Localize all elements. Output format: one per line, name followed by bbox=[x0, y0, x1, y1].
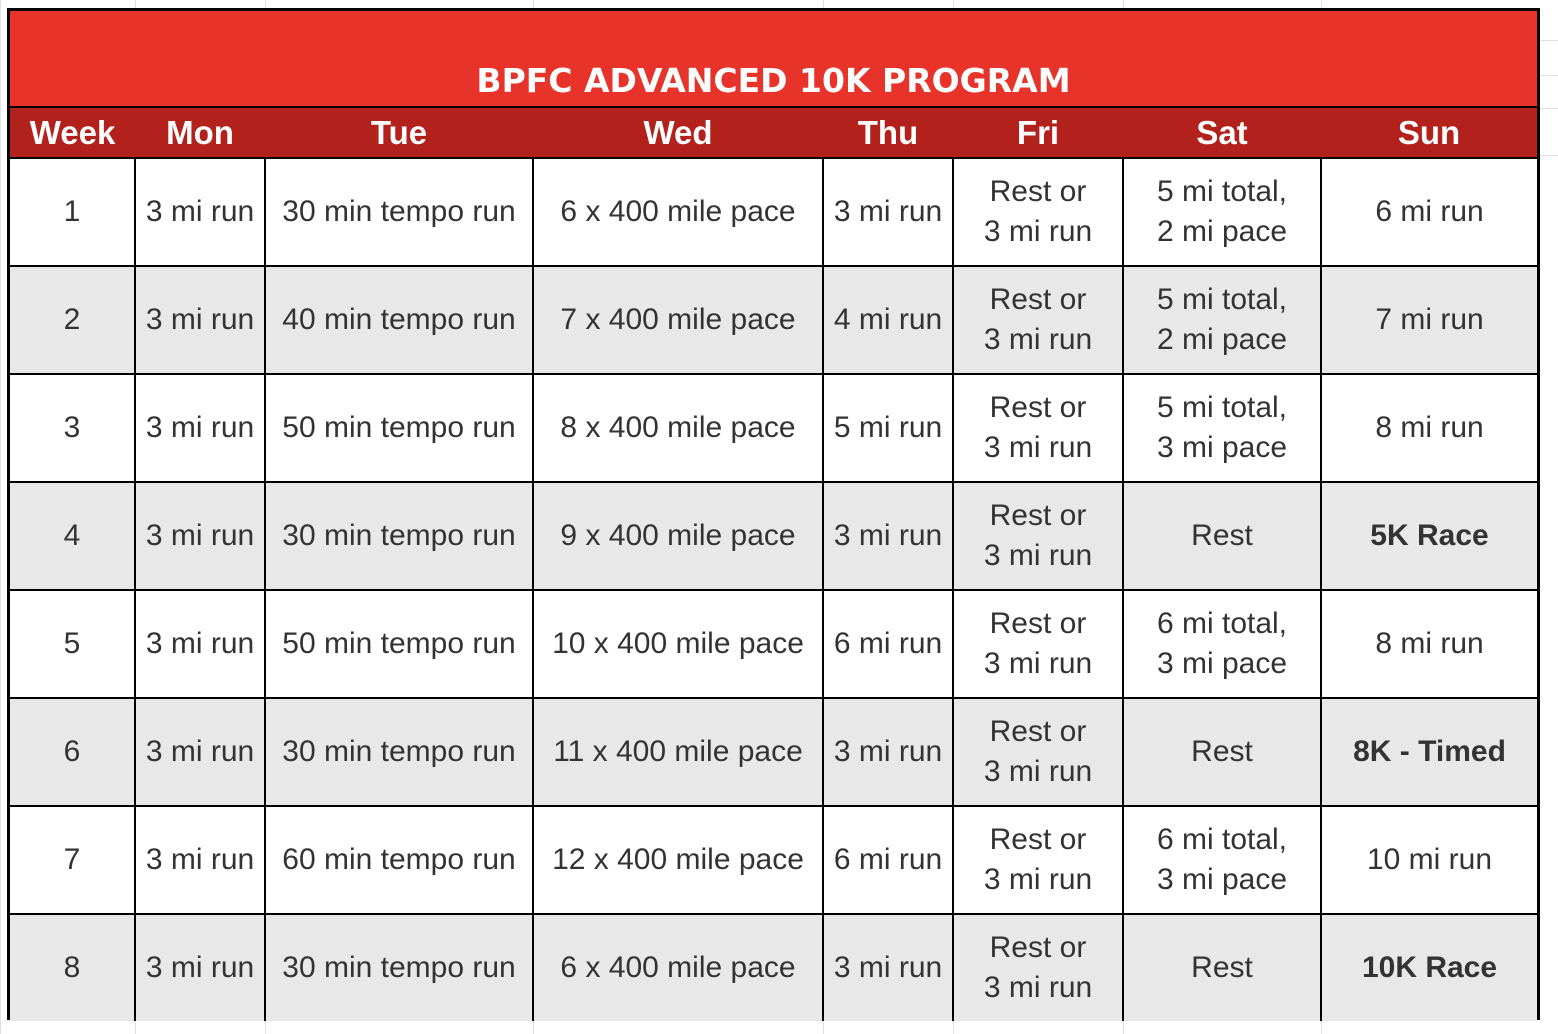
cell-mon[interactable] bbox=[135, 590, 265, 698]
cell-text-line: 3 mi run bbox=[983, 215, 1093, 248]
cell-text-line: 6 mi total, bbox=[1156, 607, 1288, 640]
cell-sun[interactable] bbox=[1321, 266, 1537, 374]
cell-thu[interactable] bbox=[823, 374, 953, 482]
cell-thu[interactable] bbox=[823, 806, 953, 914]
cell-text: 3 mi run bbox=[833, 735, 943, 768]
cell-fri[interactable] bbox=[953, 374, 1123, 482]
cell-text: 11 x 400 mile pace bbox=[553, 735, 803, 768]
cell-fri[interactable] bbox=[953, 266, 1123, 374]
header-mon[interactable]: Mon bbox=[135, 108, 265, 158]
cell-thu[interactable] bbox=[823, 266, 953, 374]
cell-text: 6 x 400 mile pace bbox=[560, 195, 796, 228]
cell-sat[interactable] bbox=[1123, 374, 1321, 482]
cell-wed[interactable] bbox=[533, 806, 823, 914]
table-row bbox=[10, 914, 1537, 1021]
cell-tue[interactable] bbox=[265, 374, 533, 482]
cell-tue[interactable] bbox=[265, 806, 533, 914]
cell-text: 5K Race bbox=[1370, 519, 1489, 552]
cell-week[interactable] bbox=[10, 158, 135, 266]
table-row bbox=[10, 158, 1537, 266]
cell-text-line: Rest or bbox=[989, 175, 1087, 208]
cell-sun[interactable] bbox=[1321, 914, 1537, 1021]
cell-tue[interactable] bbox=[265, 698, 533, 806]
cell-fri[interactable] bbox=[953, 482, 1123, 590]
cell-sat[interactable] bbox=[1123, 914, 1321, 1021]
cell-text: 30 min tempo run bbox=[282, 519, 516, 552]
cell-text: 6 x 400 mile pace bbox=[560, 951, 796, 984]
cell-text: 7 bbox=[63, 843, 81, 876]
cell-text: 6 mi run bbox=[833, 627, 943, 660]
cell-text-line: 2 mi pace bbox=[1156, 323, 1288, 356]
cell-text: 5 bbox=[63, 627, 81, 660]
grid-row-line bbox=[1540, 75, 1558, 76]
cell-text: 3 mi run bbox=[145, 627, 255, 660]
cell-mon[interactable] bbox=[135, 374, 265, 482]
cell-tue[interactable] bbox=[265, 482, 533, 590]
table-row bbox=[10, 374, 1537, 482]
cell-text-line: 5 mi total, bbox=[1156, 283, 1288, 316]
cell-text: 30 min tempo run bbox=[282, 195, 516, 228]
header-sat[interactable]: Sat bbox=[1123, 108, 1321, 158]
cell-week[interactable] bbox=[10, 482, 135, 590]
cell-wed[interactable] bbox=[533, 914, 823, 1021]
cell-text-line: Rest bbox=[1191, 951, 1253, 984]
cell-text-line: 3 mi run bbox=[983, 647, 1093, 680]
cell-text: 10 mi run bbox=[1366, 843, 1493, 876]
cell-sat[interactable] bbox=[1123, 590, 1321, 698]
cell-text: 3 bbox=[63, 411, 81, 444]
cell-mon[interactable] bbox=[135, 806, 265, 914]
header-wed[interactable]: Wed bbox=[533, 108, 823, 158]
cell-sun[interactable] bbox=[1321, 482, 1537, 590]
cell-text: 3 mi run bbox=[145, 195, 255, 228]
cell-thu[interactable] bbox=[823, 590, 953, 698]
cell-text: 8 mi run bbox=[1375, 411, 1484, 444]
cell-wed[interactable] bbox=[533, 158, 823, 266]
cell-text: 3 mi run bbox=[145, 735, 255, 768]
header-row bbox=[10, 108, 1537, 158]
cell-text: 50 min tempo run bbox=[282, 627, 516, 660]
cell-text: 6 mi run bbox=[833, 843, 943, 876]
cell-wed[interactable] bbox=[533, 374, 823, 482]
table-row bbox=[10, 806, 1537, 914]
cell-text: 3 mi run bbox=[833, 951, 943, 984]
cell-thu[interactable] bbox=[823, 158, 953, 266]
schedule-table bbox=[10, 108, 1537, 1021]
cell-sun[interactable] bbox=[1321, 158, 1537, 266]
cell-text: 8 mi run bbox=[1375, 627, 1484, 660]
cell-sun[interactable] bbox=[1321, 374, 1537, 482]
cell-fri[interactable] bbox=[953, 158, 1123, 266]
cell-text: 10K Race bbox=[1361, 951, 1498, 984]
cell-week[interactable] bbox=[10, 806, 135, 914]
cell-text-line: Rest or bbox=[989, 607, 1087, 640]
cell-thu[interactable] bbox=[823, 482, 953, 590]
cell-text-line: 5 mi total, bbox=[1156, 175, 1288, 208]
cell-mon[interactable] bbox=[135, 266, 265, 374]
cell-week[interactable] bbox=[10, 374, 135, 482]
cell-wed[interactable] bbox=[533, 482, 823, 590]
program-title: BPFC ADVANCED 10K PROGRAM bbox=[476, 61, 1071, 100]
title-bar[interactable] bbox=[10, 11, 1537, 108]
cell-mon[interactable] bbox=[135, 158, 265, 266]
cell-tue[interactable] bbox=[265, 590, 533, 698]
cell-wed[interactable] bbox=[533, 698, 823, 806]
table-row bbox=[10, 266, 1537, 374]
header-sun[interactable]: Sun bbox=[1321, 108, 1537, 158]
cell-text: 4 bbox=[63, 519, 81, 552]
cell-sat[interactable] bbox=[1123, 158, 1321, 266]
cell-text: 50 min tempo run bbox=[282, 411, 516, 444]
cell-text: 30 min tempo run bbox=[282, 735, 516, 768]
cell-sat[interactable] bbox=[1123, 482, 1321, 590]
cell-sat[interactable] bbox=[1123, 698, 1321, 806]
cell-fri[interactable] bbox=[953, 806, 1123, 914]
cell-text: 3 mi run bbox=[145, 303, 255, 336]
cell-text-line: 2 mi pace bbox=[1156, 215, 1288, 248]
table-row bbox=[10, 590, 1537, 698]
cell-thu[interactable] bbox=[823, 698, 953, 806]
cell-text-line: 3 mi pace bbox=[1156, 863, 1288, 896]
cell-mon[interactable] bbox=[135, 482, 265, 590]
cell-text: 3 mi run bbox=[145, 411, 255, 444]
cell-text-line: Rest or bbox=[989, 931, 1087, 964]
header-fri[interactable]: Fri bbox=[953, 108, 1123, 158]
cell-text-line: Rest or bbox=[989, 715, 1087, 748]
cell-sun[interactable] bbox=[1321, 590, 1537, 698]
cell-text-line: 3 mi run bbox=[983, 863, 1093, 896]
cell-text: 3 mi run bbox=[145, 519, 255, 552]
cell-text: 4 mi run bbox=[833, 303, 943, 336]
cell-text: 10 x 400 mile pace bbox=[552, 627, 804, 660]
header-week[interactable]: Week bbox=[10, 108, 135, 158]
cell-text: 60 min tempo run bbox=[282, 843, 516, 876]
cell-text: 7 x 400 mile pace bbox=[560, 303, 796, 336]
cell-fri[interactable] bbox=[953, 914, 1123, 1021]
grid-row-line bbox=[1540, 108, 1558, 109]
cell-text-line: Rest or bbox=[989, 283, 1087, 316]
cell-text-line: 3 mi run bbox=[983, 755, 1093, 788]
cell-text: 3 mi run bbox=[145, 951, 255, 984]
cell-text-line: Rest or bbox=[989, 823, 1087, 856]
cell-text: 3 mi run bbox=[145, 843, 255, 876]
cell-tue[interactable] bbox=[265, 266, 533, 374]
cell-text: 1 bbox=[63, 195, 81, 228]
cell-fri[interactable] bbox=[953, 698, 1123, 806]
cell-text-line: 3 mi pace bbox=[1156, 647, 1288, 680]
cell-text: 30 min tempo run bbox=[282, 951, 516, 984]
cell-text: 6 bbox=[63, 735, 81, 768]
cell-text: 8 x 400 mile pace bbox=[560, 411, 796, 444]
cell-mon[interactable] bbox=[135, 914, 265, 1021]
cell-text: 40 min tempo run bbox=[282, 303, 516, 336]
cell-week[interactable] bbox=[10, 698, 135, 806]
cell-text-line: 3 mi run bbox=[983, 539, 1093, 572]
cell-text-line: 6 mi total, bbox=[1156, 823, 1288, 856]
table-row bbox=[10, 698, 1537, 806]
cell-tue[interactable] bbox=[265, 158, 533, 266]
cell-text: 3 mi run bbox=[833, 195, 943, 228]
cell-text: 12 x 400 mile pace bbox=[552, 843, 804, 876]
cell-text-line: 3 mi pace bbox=[1156, 431, 1288, 464]
cell-text-line: 3 mi run bbox=[983, 323, 1093, 356]
training-program-table bbox=[7, 8, 1540, 1020]
grid-row-line bbox=[1540, 40, 1558, 41]
cell-sat[interactable] bbox=[1123, 806, 1321, 914]
cell-text-line: 3 mi run bbox=[983, 971, 1093, 1004]
cell-wed[interactable] bbox=[533, 266, 823, 374]
cell-fri[interactable] bbox=[953, 590, 1123, 698]
cell-sat[interactable] bbox=[1123, 266, 1321, 374]
cell-text: 3 mi run bbox=[833, 519, 943, 552]
cell-text-line: Rest bbox=[1191, 735, 1253, 768]
cell-sun[interactable] bbox=[1321, 698, 1537, 806]
table-row bbox=[10, 482, 1537, 590]
cell-text-line: 5 mi total, bbox=[1156, 391, 1288, 424]
cell-thu[interactable] bbox=[823, 914, 953, 1021]
cell-week[interactable] bbox=[10, 266, 135, 374]
grid-row-line bbox=[1540, 155, 1558, 156]
header-tue[interactable]: Tue bbox=[265, 108, 533, 158]
cell-text-line: 3 mi run bbox=[983, 431, 1093, 464]
cell-tue[interactable] bbox=[265, 914, 533, 1021]
cell-text: 8K - Timed bbox=[1353, 735, 1506, 768]
cell-week[interactable] bbox=[10, 914, 135, 1021]
cell-text: 5 mi run bbox=[833, 411, 943, 444]
cell-text: 2 bbox=[63, 303, 81, 336]
cell-mon[interactable] bbox=[135, 698, 265, 806]
cell-text-line: Rest or bbox=[989, 391, 1087, 424]
cell-text-line: Rest bbox=[1191, 519, 1253, 552]
cell-text-line: Rest or bbox=[989, 499, 1087, 532]
cell-text: 6 mi run bbox=[1375, 195, 1484, 228]
cell-week[interactable] bbox=[10, 590, 135, 698]
cell-text: 8 bbox=[63, 951, 81, 984]
cell-sun[interactable] bbox=[1321, 806, 1537, 914]
cell-text: 9 x 400 mile pace bbox=[560, 519, 796, 552]
cell-text: 7 mi run bbox=[1375, 303, 1484, 336]
cell-wed[interactable] bbox=[533, 590, 823, 698]
header-thu[interactable]: Thu bbox=[823, 108, 953, 158]
